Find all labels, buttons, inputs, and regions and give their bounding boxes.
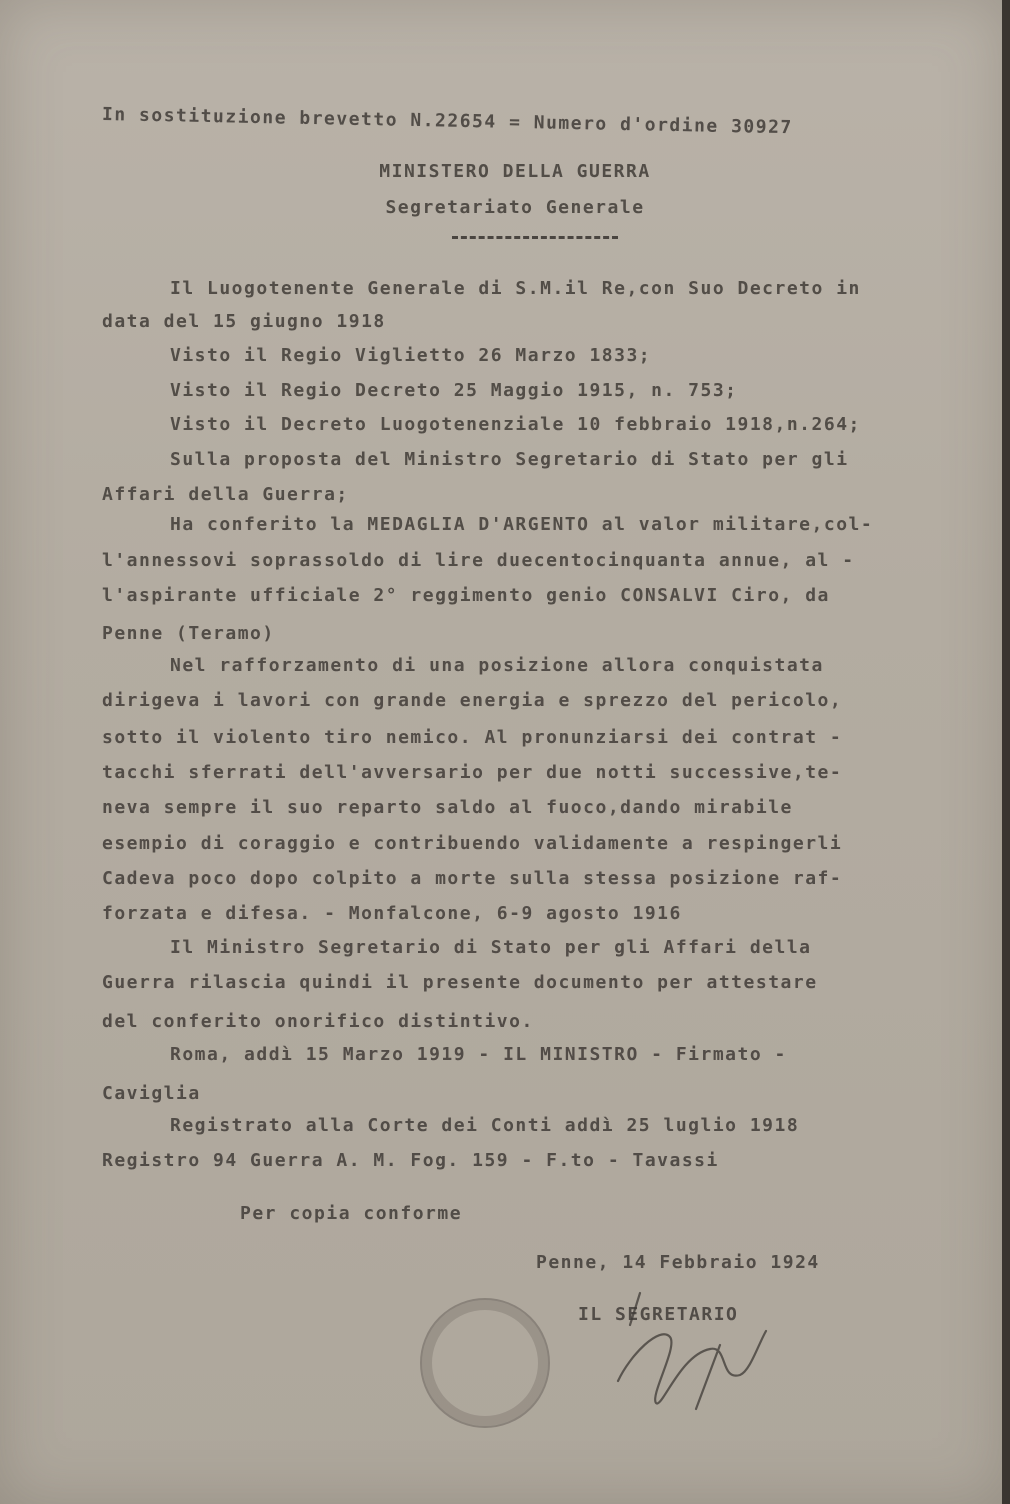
body-line: Ha conferito la MEDAGLIA D'ARGENTO al valor militare,col- (170, 514, 874, 535)
body-line: Sulla proposta del Ministro Segretario di Stato per gli (170, 449, 849, 470)
body-line: Il Luogotenente Generale di S.M.il Re,con Suo Decreto in (170, 278, 861, 299)
signatory-title: IL SEGRETARIO (578, 1304, 739, 1325)
office-subtitle: Segretariato Generale (385, 197, 645, 218)
place-date: Penne, 14 Febbraio 1924 (536, 1252, 820, 1273)
body-line: Guerra rilascia quindi il presente documento per attestare (102, 972, 818, 993)
ministry-title: MINISTERO DELLA GUERRA (379, 161, 651, 182)
body-line: Nel rafforzamento di una posizione allora conquistata (170, 655, 824, 676)
body-line: Caviglia (102, 1083, 201, 1104)
body-line: Cadeva poco dopo colpito a morte sulla stessa posizione raf- (102, 868, 843, 889)
body-line: sotto il violento tiro nemico. Al pronunziarsi dei contrat - (102, 727, 843, 748)
body-line: del conferito onorifico distintivo. (102, 1011, 534, 1032)
body-line: dirigeva i lavori con grande energia e sprezzo del pericolo, (102, 690, 843, 711)
body-line: Registro 94 Guerra A. M. Fog. 159 - F.to - Tavassi (102, 1150, 719, 1171)
page-edge (1002, 0, 1010, 1504)
official-stamp (420, 1298, 550, 1428)
body-line: Registrato alla Corte dei Conti addì 25 luglio 1918 (170, 1115, 800, 1136)
body-line: Visto il Decreto Luogotenenziale 10 febbraio 1918,n.264; (170, 414, 861, 435)
header-line: In sostituzione brevetto N.22654 = Numero d'ordine 30927 (101, 104, 793, 139)
body-line: esempio di coraggio e contribuendo validamente a respingerli (102, 833, 843, 854)
copy-note: Per copia conforme (240, 1203, 463, 1224)
body-line: Penne (Teramo) (102, 623, 275, 644)
body-line: Roma, addì 15 Marzo 1919 - IL MINISTRO - Firmato - (170, 1044, 787, 1065)
body-line: data del 15 giugno 1918 (102, 311, 386, 332)
body-line: tacchi sferrati dell'avversario per due notti successive,te- (102, 762, 843, 783)
body-line: l'annessovi soprassoldo di lire duecentocinquanta annue, al - (102, 550, 855, 571)
body-line: Affari della Guerra; (102, 484, 349, 505)
body-line: forzata e difesa. - Monfalcone, 6-9 agosto 1916 (102, 903, 682, 924)
body-line: l'aspirante ufficiale 2° reggimento genio CONSALVI Ciro, da (102, 585, 830, 606)
body-line: Visto il Regio Decreto 25 Maggio 1915, n. 753; (170, 380, 738, 401)
handwritten-signature (600, 1285, 780, 1415)
divider (452, 236, 618, 239)
body-line: neva sempre il suo reparto saldo al fuoco,dando mirabile (102, 797, 793, 818)
body-line: Visto il Regio Viglietto 26 Marzo 1833; (170, 345, 652, 366)
body-line: Il Ministro Segretario di Stato per gli Affari della (170, 937, 812, 958)
